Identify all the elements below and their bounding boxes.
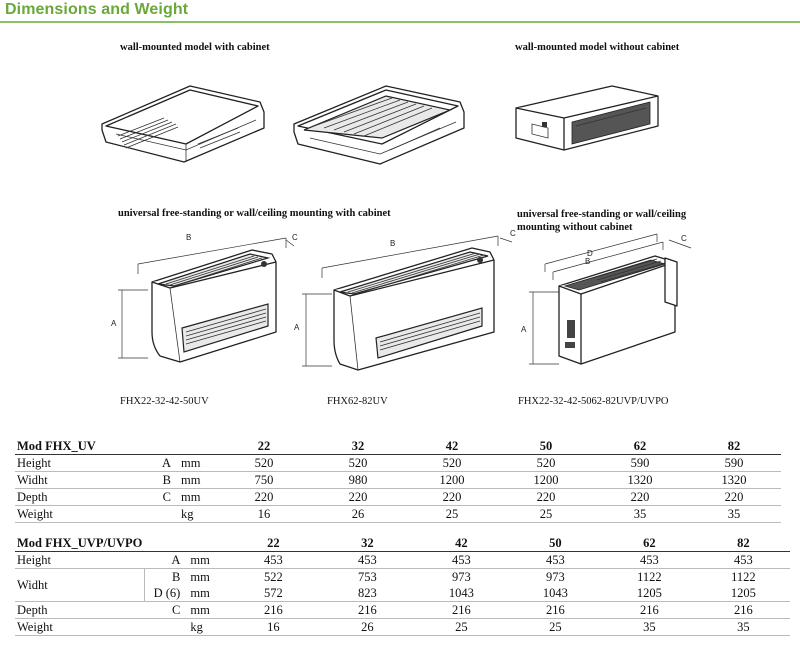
cell-value: 453 — [320, 552, 414, 569]
model-header: 50 — [508, 535, 602, 552]
cell-value: 453 — [414, 552, 508, 569]
dim-b-label-2: B — [390, 239, 396, 248]
cell-value: 1122 — [731, 569, 756, 584]
row-label: Weight — [15, 619, 144, 636]
dim-c-label-3: C — [681, 234, 687, 243]
table-row — [15, 619, 790, 636]
cell-value: 216 — [602, 602, 696, 619]
cell-value: 216 — [508, 602, 602, 619]
fhx-uv-large-illustration — [292, 228, 522, 373]
table-row — [15, 472, 781, 489]
cell-value: 220 — [405, 489, 499, 506]
dim-b-label: B — [186, 233, 192, 242]
row-code: A — [135, 455, 177, 472]
dim-c-label: C — [292, 233, 298, 242]
cell-value: 572 — [226, 585, 320, 602]
cell-value: 1200 — [499, 472, 593, 489]
fhx-uv-small-illustration — [108, 228, 308, 368]
cell-value: 25 — [508, 619, 602, 636]
cell-value: 35 — [687, 506, 781, 523]
row-unit: mm — [186, 585, 226, 602]
spec-table-uv — [15, 438, 781, 523]
row-code: A — [144, 552, 186, 569]
row-code — [135, 506, 177, 523]
cell-value: 35 — [602, 619, 696, 636]
fhx-uvp-illustration — [515, 228, 715, 373]
row-label: Widht — [15, 472, 135, 489]
row-code: D (6) — [144, 585, 186, 602]
title-divider — [0, 21, 800, 23]
cell-value: 590 — [687, 455, 781, 472]
row-label: Height — [15, 455, 135, 472]
cell-value: 216 — [696, 602, 790, 619]
row-label: Weight — [15, 506, 135, 523]
cell-value: 216 — [226, 602, 320, 619]
table-row — [15, 455, 781, 472]
model-label-uvp: FHX22-32-42-5062-82UVP/UVPO — [518, 396, 669, 407]
cell-value: 1205 — [696, 585, 790, 602]
cell-value: 16 — [217, 506, 311, 523]
cell-value: 453 — [508, 552, 602, 569]
cell-value: 1320 — [593, 472, 687, 489]
cell-value: 453 — [226, 552, 320, 569]
row-unit: mm — [177, 489, 217, 506]
row-code: C — [144, 602, 186, 619]
cell-value: 520 — [499, 455, 593, 472]
cell-value: 520 — [405, 455, 499, 472]
model-header: 62 — [593, 438, 687, 455]
model-header: 82 — [687, 438, 781, 455]
cell-value: 973 — [545, 569, 565, 584]
dim-b-label-3: B — [585, 257, 591, 266]
row-unit: mm — [177, 455, 217, 472]
row-label: Height — [15, 552, 144, 569]
table-title: Mod FHX_UV — [15, 438, 135, 455]
model-header: 32 — [320, 535, 414, 552]
cell-value: 220 — [593, 489, 687, 506]
model-header: 32 — [311, 438, 405, 455]
model-label-uv-large: FHX62-82UV — [327, 396, 388, 407]
cell-value: 1122 — [637, 569, 662, 584]
row-label: Depth — [15, 602, 144, 619]
cell-value: 823 — [320, 585, 414, 602]
dim-c-label-2: C — [510, 229, 516, 238]
table-row — [15, 602, 790, 619]
cell-value: 220 — [499, 489, 593, 506]
cell-value: 216 — [320, 602, 414, 619]
cell-value: 1043 — [414, 585, 508, 602]
table-row — [15, 489, 781, 506]
caption-universal-without-cabinet: universal free-standing or wall/ceiling mounting without cabinet — [517, 209, 687, 233]
model-header: 22 — [217, 438, 311, 455]
model-header: 82 — [696, 535, 790, 552]
cell-value: 16 — [226, 619, 320, 636]
table-row — [15, 506, 781, 523]
ceiling-unit-grille-illustration — [290, 80, 470, 170]
table-row — [15, 552, 790, 569]
row-code: B — [135, 472, 177, 489]
model-label-uv-small: FHX22-32-42-50UV — [120, 396, 209, 407]
cell-value: 25 — [405, 506, 499, 523]
caption-universal-with-cabinet: universal free-standing or wall/ceiling mounting with cabinet — [118, 208, 391, 219]
model-header: 62 — [602, 535, 696, 552]
cell-value: 35 — [696, 619, 790, 636]
cell-value: 522 — [263, 569, 283, 584]
cell-value: 453 — [696, 552, 790, 569]
cell-value: 1043 — [508, 585, 602, 602]
cell-value: 980 — [311, 472, 405, 489]
row-code: B — [144, 569, 186, 586]
row-unit: mm — [190, 569, 210, 584]
cell-value: 25 — [414, 619, 508, 636]
cell-value: 220 — [687, 489, 781, 506]
cell-value: 35 — [593, 506, 687, 523]
ceiling-unit-without-cabinet-illustration — [512, 82, 667, 157]
table-row — [15, 569, 790, 586]
row-unit: mm — [177, 472, 217, 489]
cell-value: 753 — [357, 569, 377, 584]
cell-value: 520 — [311, 455, 405, 472]
model-header: 22 — [226, 535, 320, 552]
dim-a-label-3: A — [521, 325, 527, 334]
row-unit: kg — [186, 619, 226, 636]
row-code: C — [135, 489, 177, 506]
row-unit: kg — [177, 506, 217, 523]
page-title: Dimensions and Weight — [5, 1, 189, 18]
cell-value: 26 — [320, 619, 414, 636]
dim-d-label: D — [587, 249, 593, 258]
cell-value: 220 — [217, 489, 311, 506]
table-title: Mod FHX_UVP/UVPO — [17, 535, 143, 550]
cell-value: 26 — [311, 506, 405, 523]
cell-value: 25 — [499, 506, 593, 523]
ceiling-unit-with-cabinet-illustration — [98, 78, 268, 168]
cell-value: 220 — [311, 489, 405, 506]
cell-value: 520 — [217, 455, 311, 472]
cell-value: 750 — [217, 472, 311, 489]
model-header: 42 — [414, 535, 508, 552]
cell-value: 453 — [602, 552, 696, 569]
caption-wall-with-cabinet: wall-mounted model with cabinet — [120, 42, 270, 53]
cell-value: 1200 — [405, 472, 499, 489]
model-header: 42 — [405, 438, 499, 455]
cell-value: 1205 — [602, 585, 696, 602]
row-unit: mm — [186, 552, 226, 569]
cell-value: 216 — [414, 602, 508, 619]
table-header-row — [15, 535, 790, 552]
table-header-row — [15, 438, 781, 455]
spec-table-uvp — [15, 535, 790, 636]
cell-value: 590 — [593, 455, 687, 472]
model-header: 50 — [499, 438, 593, 455]
row-unit: mm — [186, 602, 226, 619]
row-label: Widht — [15, 569, 144, 602]
row-code — [144, 619, 186, 636]
cell-value: 1320 — [687, 472, 781, 489]
dim-a-label: A — [111, 319, 117, 328]
cell-value: 973 — [451, 569, 471, 584]
caption-wall-without-cabinet: wall-mounted model without cabinet — [515, 42, 680, 53]
row-label: Depth — [15, 489, 135, 506]
dim-a-label-2: A — [294, 323, 300, 332]
